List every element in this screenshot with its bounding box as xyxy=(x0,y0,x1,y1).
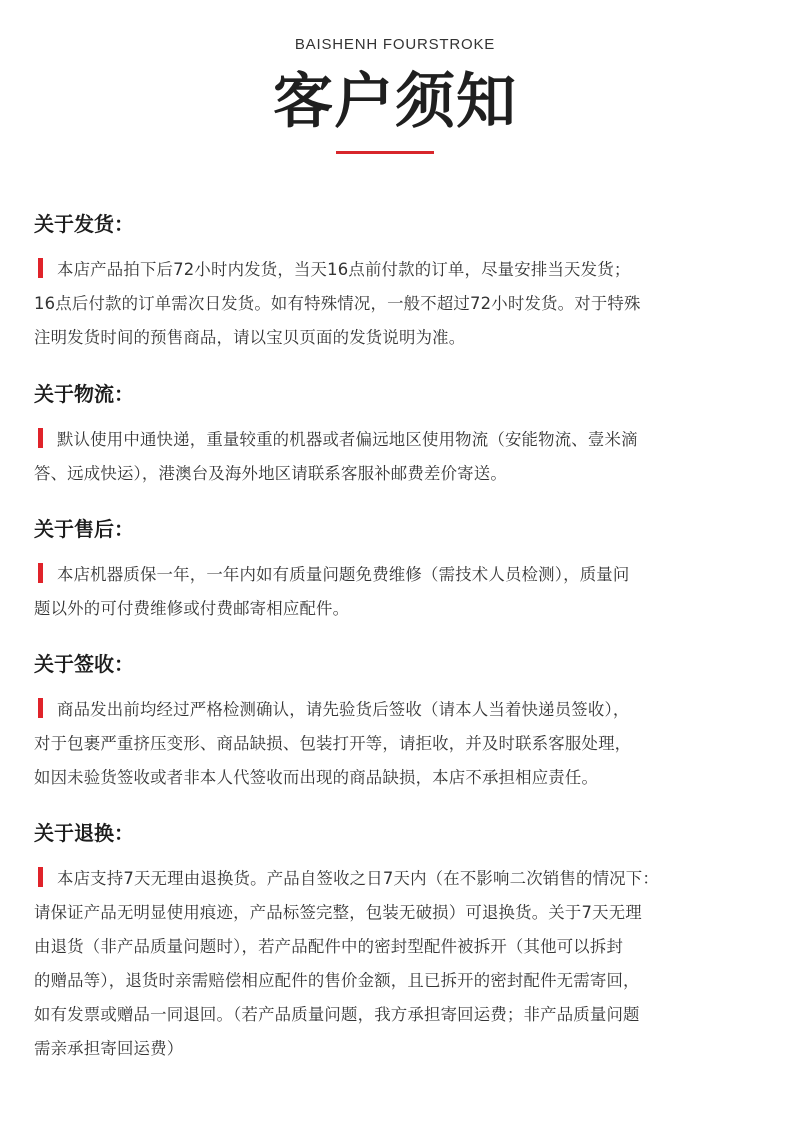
brand-name: BAISHENH FOURSTROKE xyxy=(294,36,496,53)
body-line xyxy=(34,253,758,287)
body-line-text: 本店产品拍下后72小时内发货，当天16点前付款的订单，尽量安排当天发货； xyxy=(57,260,631,279)
body-line: 需亲承担寄回运费） xyxy=(34,1039,184,1058)
red-marker-bar xyxy=(38,428,43,448)
body-line-text: 本店机器质保一年，一年内如有质量问题免费维修（需技术人员检测），质量问 xyxy=(57,565,630,584)
section-heading: 关于退换： xyxy=(34,821,134,845)
section-shipping xyxy=(34,211,758,355)
body-line: 如因未验货签收或者非本人代签收而出现的商品缺损，本店不承担相应责任。 xyxy=(34,768,599,787)
body-line xyxy=(34,423,758,457)
body-line: 注明发货时间的预售商品，请以宝贝页面的发货说明为准。 xyxy=(34,328,466,347)
section-body xyxy=(34,558,758,626)
red-marker-bar xyxy=(38,258,43,278)
body-line xyxy=(34,693,758,727)
red-marker-bar xyxy=(38,867,43,887)
body-line xyxy=(34,558,758,592)
section-body xyxy=(34,862,758,1066)
section-receipt xyxy=(34,651,758,795)
body-line: 对于包裹严重挤压变形、商品缺损、包装打开等，请拒收，并及时联系客服处理， xyxy=(34,734,632,753)
section-body xyxy=(34,423,758,491)
body-line: 请保证产品无明显使用痕迹，产品标签完整，包装无破损）可退换货。关于7天无理 xyxy=(34,903,642,922)
section-logistics xyxy=(34,381,758,491)
section-heading: 关于签收： xyxy=(34,652,134,676)
body-line-text: 默认使用中通快递，重量较重的机器或者偏远地区使用物流（安能物流、壹米滴 xyxy=(57,430,638,449)
title-underline xyxy=(336,151,434,154)
red-marker-bar xyxy=(38,698,43,718)
page-title: 客户须知 xyxy=(273,67,517,137)
section-body xyxy=(34,253,758,355)
body-line: 答、远成快运），港澳台及海外地区请联系客服补邮费差价寄送。 xyxy=(34,464,507,483)
red-marker-bar xyxy=(38,563,43,583)
body-line-text: 商品发出前均经过严格检测确认，请先验货后签收（请本人当着快递员签收）， xyxy=(57,700,630,719)
body-line: 题以外的可付费维修或付费邮寄相应配件。 xyxy=(34,599,350,618)
body-line: 如有发票或赠品一同退回。（若产品质量问题，我方承担寄回运费；非产品质量问题 xyxy=(34,1005,640,1024)
section-returns xyxy=(34,820,758,1066)
body-line xyxy=(34,862,758,896)
body-line: 16点后付款的订单需次日发货。如有特殊情况，一般不超过72小时发货。对于特殊 xyxy=(34,294,641,313)
section-after-sales xyxy=(34,516,758,626)
body-line: 的赠品等），退货时亲需赔偿相应配件的售价金额，且已拆开的密封配件无需寄回， xyxy=(34,971,640,990)
section-heading: 关于发货： xyxy=(34,212,134,236)
body-line: 由退货（非产品质量问题时），若产品配件中的密封型配件被拆开（其他可以拆封 xyxy=(34,937,624,956)
section-heading: 关于物流： xyxy=(34,382,134,406)
body-line-text: 本店支持7天无理由退换货。产品自签收之日7天内（在不影响二次销售的情况下： xyxy=(57,869,659,888)
section-body xyxy=(34,693,758,795)
section-heading: 关于售后： xyxy=(34,517,134,541)
